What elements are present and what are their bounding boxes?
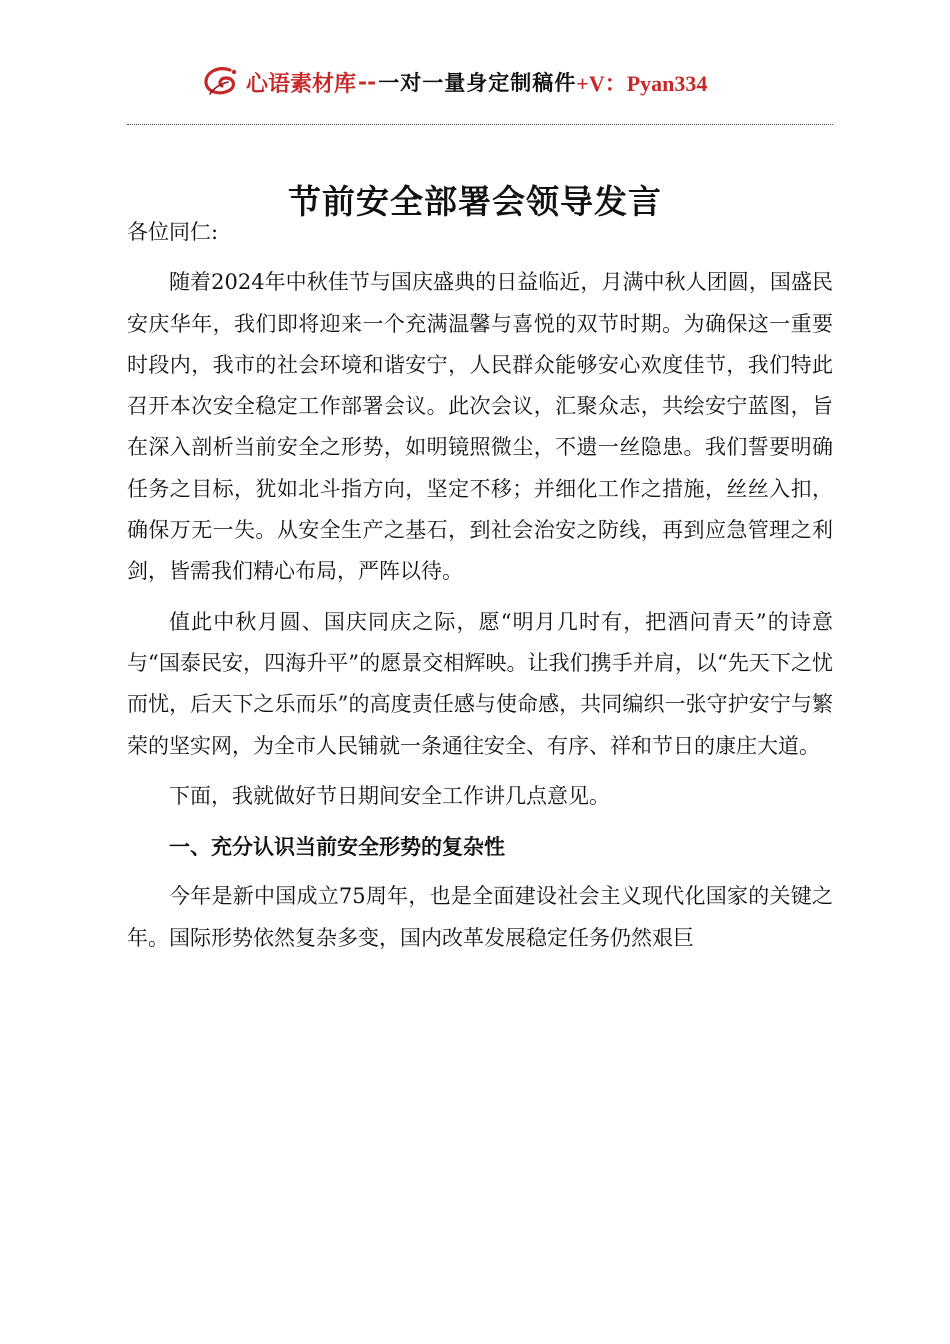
header-divider: [127, 124, 833, 125]
page-header: [200, 62, 707, 102]
document-body: [127, 212, 833, 959]
document-title: 节前安全部署会领导发言: [288, 182, 662, 221]
header-slogan: 一对一量身定制稿件: [378, 70, 577, 95]
header-brand: 心语素材库: [246, 70, 357, 97]
header-contact: +V：Pyan334: [576, 70, 708, 96]
section-paragraph-1: 今年是新中国成立75周年，也是全面建设社会主义现代化国家的关键之年。国际形势依然复杂多变，国内改革发展稳定任务仍然艰巨: [127, 884, 833, 950]
red-ink-swirl-logo-icon: [200, 64, 244, 100]
header-separator: --: [358, 69, 377, 95]
body-paragraph-2: 值此中秋月圆、国庆同庆之际，愿“明月几时有，把酒问青天”的诗意与“国泰民安，四海升平”的愿景交相辉映。让我们携手并肩，以“先天下之忧而忧，后天下之乐而乐”的高度责任感与使命感，共同编织一张守护安宁与繁荣的坚实网，为全市人民铺就一条通往安全、有序、祥和节日的康庄大道。: [127, 609, 833, 758]
body-paragraph-3: 下面，我就做好节日期间安全工作讲几点意见。: [169, 783, 610, 808]
section-heading-1: 一、充分认识当前安全形势的复杂性: [169, 834, 505, 860]
salutation: 各位同仁:: [127, 220, 219, 244]
body-paragraph-1: 随着2024年中秋佳节与国庆盛典的日益临近，月满中秋人团圆，国盛民安庆华年，我们即将迎来一个充满温馨与喜悦的双节时期。为确保这一重要时段内，我市的社会环境和谐安宁，人民群众能够安心欢度佳节，我们特此召开本次安全稳定工作部署会议。此次会议，汇聚众志，共绘安宁蓝图，旨在深入剖析当前安全之形势，如明镜照微尘，不遗一丝隐患。我们誓要明确任务之目标，犹如北斗指方向，坚定不移；并细化工作之措施，丝丝入扣，确保万无一失。从安全生产之基石，到社会治安之防线，再到应急管理之利剑，皆需我们精心布局，严阵以待。: [127, 270, 833, 584]
